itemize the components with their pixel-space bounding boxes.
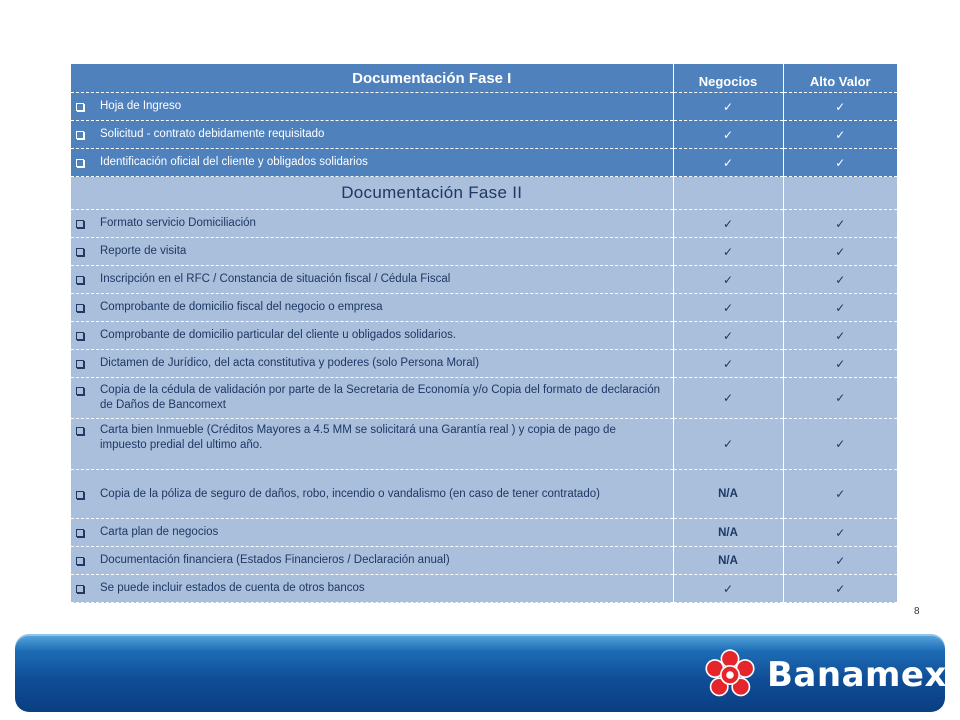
- item-label: Copia de la póliza de seguro de daños, robo, incendio o vandalismo (en caso de tener contratado): [100, 487, 600, 500]
- item-label: Carta plan de negocios: [100, 526, 219, 538]
- check-icon: ✓: [835, 437, 846, 451]
- check-icon: ✓: [722, 328, 734, 343]
- checkbox-bullet-icon: [76, 220, 84, 228]
- check-icon: ✓: [835, 99, 846, 114]
- table-row: [71, 121, 897, 149]
- check-icon: ✓: [835, 581, 846, 596]
- phase2-title: Documentación Fase II: [341, 183, 523, 202]
- check-icon: ✓: [722, 99, 734, 114]
- documentation-table: [71, 64, 897, 603]
- table-row: [71, 547, 897, 575]
- check-icon: ✓: [722, 300, 734, 315]
- item-label: Identificación oficial del cliente y obligados solidarios: [100, 156, 368, 168]
- checkbox-bullet-icon: [76, 276, 84, 284]
- checkbox-bullet-icon: [76, 387, 84, 395]
- checkbox-bullet-icon: [76, 103, 84, 111]
- phase1-title-cell: [71, 64, 673, 93]
- table-row: [71, 93, 897, 121]
- check-icon: ✓: [835, 391, 846, 405]
- item-label: Solicitud - contrato debidamente requisitado: [100, 128, 325, 140]
- checkbox-bullet-icon: [76, 491, 84, 499]
- check-icon: ✓: [835, 244, 846, 259]
- table-row: [71, 210, 897, 238]
- checkbox-bullet-icon: [76, 159, 84, 167]
- item-label: Hoja de Ingreso: [100, 100, 182, 112]
- check-icon: ✓: [722, 356, 734, 371]
- table-row: [71, 470, 897, 519]
- item-label: Formato servicio Domiciliación: [100, 217, 256, 229]
- table-row: [71, 266, 897, 294]
- item-label: Dictamen de Jurídico, del acta constitutiva y poderes (solo Persona Moral): [100, 357, 480, 369]
- item-label: Comprobante de domicilio particular del cliente u obligados solidarios.: [100, 329, 457, 341]
- check-icon: ✓: [835, 356, 846, 371]
- item-label: Se puede incluir estados de cuenta de otros bancos: [100, 582, 365, 594]
- check-icon: ✓: [835, 328, 846, 343]
- table-row: [71, 149, 897, 177]
- check-icon: ✓: [722, 272, 734, 287]
- phase2-header-row: [71, 177, 897, 210]
- check-icon: ✓: [722, 391, 734, 405]
- col-negocios-cell: [673, 64, 783, 93]
- check-icon: ✓: [835, 272, 846, 287]
- brand-name: Banamex: [767, 655, 947, 695]
- check-icon: ✓: [722, 437, 734, 451]
- check-icon: ✓: [835, 155, 846, 170]
- table-row: [71, 350, 897, 378]
- checkbox-bullet-icon: [76, 557, 84, 565]
- table-row: [71, 238, 897, 266]
- checkbox-bullet-icon: [76, 427, 84, 435]
- na-label: N/A: [718, 526, 738, 539]
- item-label: Comprobante de domicilio fiscal del negocio o empresa: [100, 301, 383, 313]
- col-alto-valor-cell: [783, 64, 897, 93]
- checkbox-bullet-icon: [76, 131, 84, 139]
- check-icon: ✓: [722, 244, 734, 259]
- check-icon: ✓: [835, 525, 846, 540]
- check-icon: ✓: [835, 127, 846, 142]
- footer-bar: [15, 634, 945, 712]
- checkbox-bullet-icon: [76, 248, 84, 256]
- item-label: Inscripción en el RFC / Constancia de situación fiscal / Cédula Fiscal: [100, 273, 451, 285]
- check-icon: ✓: [722, 127, 734, 142]
- checkbox-bullet-icon: [76, 585, 84, 593]
- check-icon: ✓: [722, 216, 734, 231]
- na-label: N/A: [718, 488, 738, 500]
- check-icon: ✓: [835, 216, 846, 231]
- column-header-alto-valor: Alto Valor: [809, 73, 871, 89]
- check-icon: ✓: [722, 581, 734, 596]
- table-row: [71, 575, 897, 603]
- item-label: Reporte de visita: [100, 245, 187, 257]
- check-icon: ✓: [835, 487, 846, 501]
- column-header-negocios: Negocios: [698, 73, 758, 89]
- item-label: Documentación financiera (Estados Financieros / Declaración anual): [100, 554, 450, 566]
- checkbox-bullet-icon: [76, 332, 84, 340]
- phase1-header-row: [71, 64, 897, 93]
- phase1-title: Documentación Fase I: [352, 69, 512, 87]
- table-row: [71, 419, 897, 470]
- na-label: N/A: [718, 554, 738, 567]
- checkbox-bullet-icon: [76, 304, 84, 312]
- check-icon: ✓: [835, 300, 846, 315]
- checkbox-bullet-icon: [76, 529, 84, 537]
- table-row: [71, 322, 897, 350]
- banamex-flower-logo-icon: [703, 648, 757, 702]
- table-row: [71, 294, 897, 322]
- table-row: [71, 519, 897, 547]
- check-icon: ✓: [722, 155, 734, 170]
- item-label: Copia de la cédula de validación por parte de la Secretaria de Economía y/o Copia del formato de declaración de Daños de Bancomext: [100, 384, 661, 411]
- checkbox-bullet-icon: [76, 360, 84, 368]
- check-icon: ✓: [835, 553, 846, 568]
- brand-logo: [703, 648, 947, 702]
- item-label: Carta bien Inmueble (Créditos Mayores a 4.5 MM se solicitará una Garantía real ) y copia de pago de impuesto predial del ultimo año.: [100, 424, 616, 451]
- table-row: [71, 378, 897, 419]
- page-number: 8: [914, 606, 920, 617]
